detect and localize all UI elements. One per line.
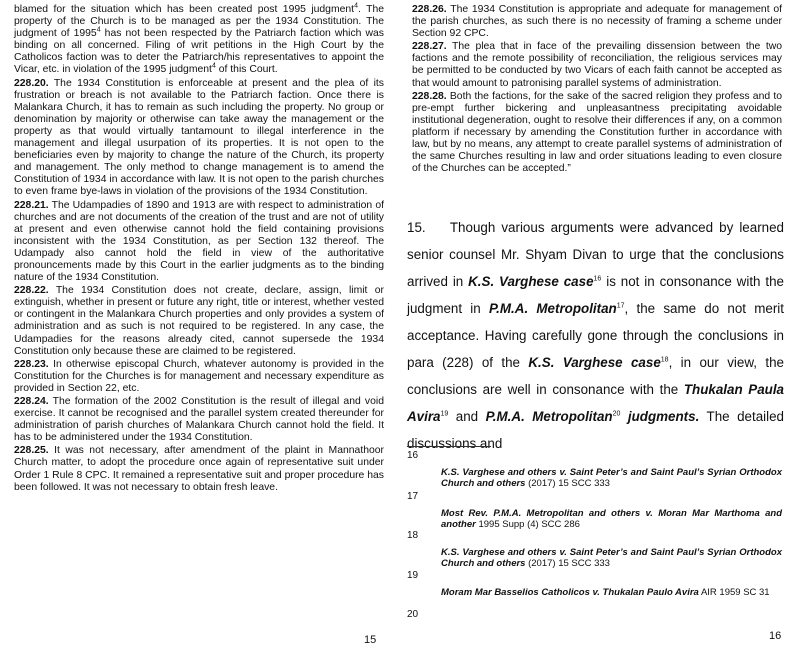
page-number: 15 <box>364 634 377 646</box>
paragraph-228-22: 228.22. The 1934 Constitution does not create, declare, assign, limit or extinguish, whether in present or future any right, title or interest, whether vested or contingent in the Malankara Church properties and only provides a system of administration and as such is not required to be registered. In any case, the Udampadies for the reasons already cited, cannot supersede the 1934 Constitution only because these are claimed to be registered. <box>14 285 384 357</box>
footnote-divider <box>407 446 491 447</box>
footnote-20: 20 <box>407 609 419 620</box>
paragraph-228-21: 228.21. The Udampadies of 1890 and 1913 are with respect to administration of churches and are not documents of the creation of the trust and are not of utility at present and even otherwise cannot hold the field containing provisions inconsistent with the 1934 Constitution, as per Section 132 thereof. The Udampady also cannot hold the field in view of the authoritative pronouncements made by this Court in the earlier judgments as to the binding nature of the 1934 Constitution. <box>14 199 384 284</box>
footnote-17: 17 Most Rev. P.M.A. Metropolitan and others v. Moran Mar Marthoma and another 1995 Supp (4) SCC 286 <box>407 491 782 530</box>
footnote-18: 18 K.S. Varghese and others v. Saint Peter’s and Saint Paul’s Syrian Orthodox Church and others (2017) 15 SCC 333 <box>407 530 782 569</box>
left-page-text <box>14 4 384 495</box>
footnote-19: 19 Moram Mar Basselios Catholicos v. Thukalan Paulo Avira AIR 1959 SC 31 <box>407 570 770 598</box>
right-page <box>400 0 800 651</box>
paragraph-228-23: 228.23. In otherwise episcopal Church, whatever autonomy is provided in the Constitution for the Churches is for management and necessary expenditure as provided in Section 22, etc. <box>14 358 384 394</box>
paragraph-228-26: 228.26. The 1934 Constitution is appropriate and adequate for management of the parish churches, as such there is no necessity of framing a scheme under Section 92 CPC. <box>412 4 782 40</box>
quoted-paragraphs <box>412 4 782 176</box>
paragraph-228-25: 228.25. It was not necessary, after amendment of the plaint in Mannathoor Church matter, to adopt the procedure once again of representative suit under Order 1 Rule 8 CPC. It remained a representative suit and proper procedure has been followed. It was not necessary to obtain fresh leave. <box>14 445 384 493</box>
paragraph-228-27: 228.27. The plea that in face of the prevailing dissension between the two factions and the remote possibility of reconciliation, the religious services may be permitted to be conducted by two Vicars of each faith cannot be accepted as that would amount to patronising parallel systems of administration. <box>412 41 782 89</box>
paragraph-228-28: 228.28. Both the factions, for the sake of the sacred religion they profess and to pre-empt further bickering and unpleasantness precipitating avoidable institutional degeneration, ought to resolve their differences if any, on a common platform if necessary by amending the Constitution further in accordance with law, but by no means, any attempt to create parallel systems of administration of the same Churches resulting in law and order situations leading to even closure of the Churches can be accepted.” <box>412 90 782 175</box>
page-number: 16 <box>769 630 782 642</box>
paragraph-continued: blamed for the situation which has been created post 1995 judgment$^4$. The property of the Church is to be managed as per the 1934 Constitution. The judgment of 1995$^4$ has not been respected by the Patriarch faction which was binding on all concerned. Filing of writ petitions in the High Court by the Catholicos faction was to deter the Patriarch/his representatives to appoint the Vicar, etc. in violation of the 1995 judgment$^4$ of this Court. <box>14 2 385 76</box>
paragraph-15: 15. Though various arguments were advanced by learned senior counsel Mr. Shyam Divan to urge that the conclusions arrived in K.S. Varghese case$^{16}$ is not in consonance with the judgment in P.M.A. Metropolitan$^{17}$, the same do not merit acceptance. Having carefully gone through the conclusions in para (228) of the K.S. Varghese case$^{18}$, in our view, the conclusions are well in consonance with the Thukalan Paula Avira$^{19}$ and P.M.A. Metropolitan$^{20}$ judgments. The detailed discussions and <box>407 220 785 451</box>
paragraph-228-20: 228.20. The 1934 Constitution is enforceable at present and the plea of its frustration or breach is not available to the Patriarch faction. Once there is Malankara Church, it has to remain as such including the property. No group or denomination by majority or otherwise can take away the management or the property as that would virtually tantamount to illegal interference in the management and illegal usurpation of its properties. It is not open to the beneficiaries even by majority to change the nature of the Church, its property and management. The only method to change management is to amend the Constitution of 1934 in accordance with law. It is not open to the parish churches to even frame bye-laws in violation of the provisions of the 1934 Constitution. <box>14 77 384 198</box>
paragraph-228-24: 228.24. The formation of the 2002 Constitution is the result of illegal and void exercise. It cannot be recognised and the parallel system created thereunder for administration of parish churches of Malankara Church cannot hold the field. It has to be administered under the 1934 Constitution. <box>14 396 384 444</box>
footnote-16: 16 K.S. Varghese and others v. Saint Peter’s and Saint Paul’s Syrian Orthodox Church and others (2017) 15 SCC 333 <box>407 450 782 489</box>
